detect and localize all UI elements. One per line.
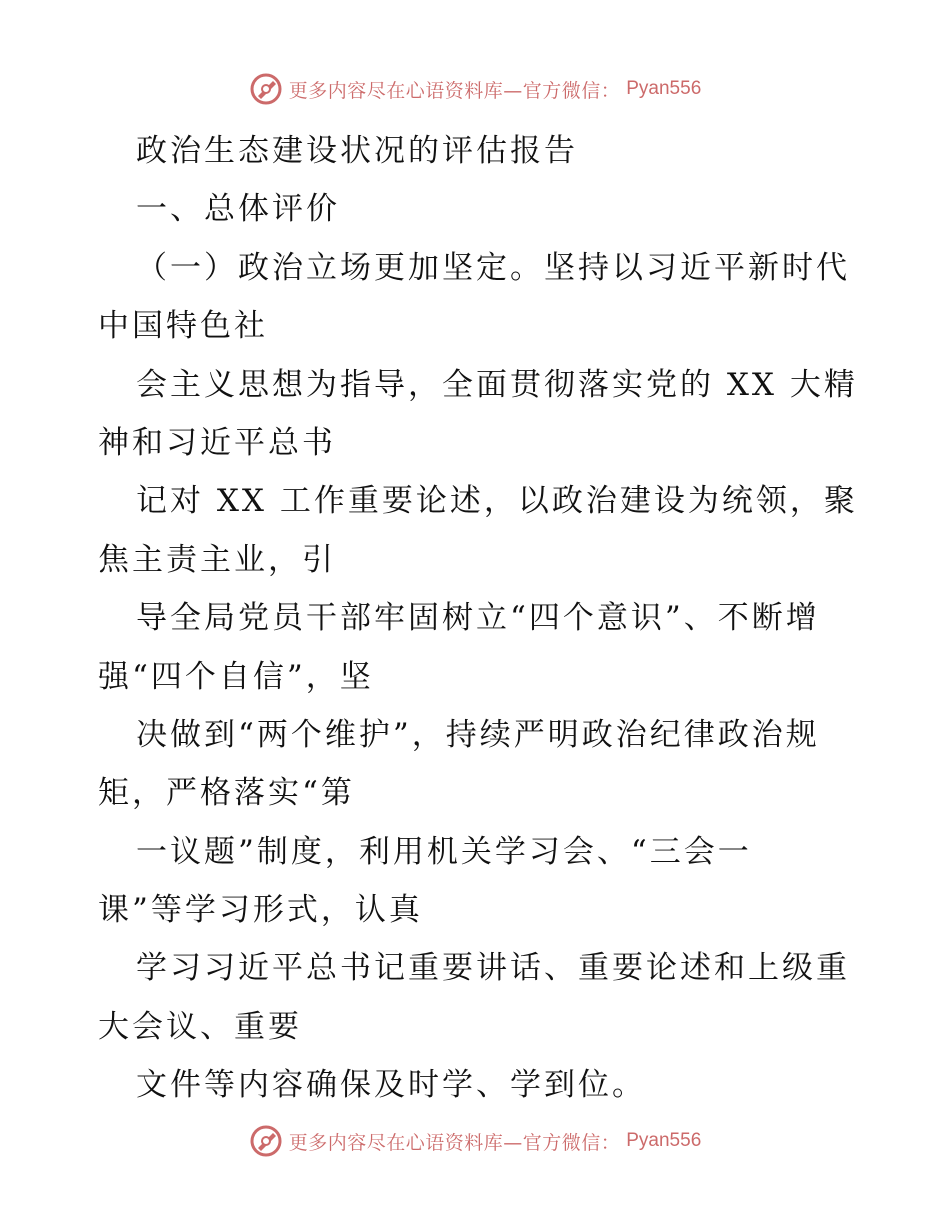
text-line: 课”等学习形式，认真 xyxy=(98,892,423,929)
document-title: 政治生态建设状况的评估报告 xyxy=(136,133,578,169)
text-line: 焦主责主业，引 xyxy=(98,541,336,578)
seal-logo-icon xyxy=(249,1124,283,1158)
text-line: 会主义思想为指导，全面贯彻落实党的 XX 大精 xyxy=(136,366,858,403)
text-line: 强“四个自信”，坚 xyxy=(98,658,374,695)
text-line: 大会议、重要 xyxy=(98,1008,302,1045)
text-line: 中国特色社 xyxy=(98,308,268,345)
text-line: 一议题”制度，利用机关学习会、“三会一 xyxy=(136,833,752,870)
text-line: 决做到“两个维护”，持续严明政治纪律政治规 xyxy=(136,716,820,753)
document-body xyxy=(98,122,858,1115)
text-line: 神和习近平总书 xyxy=(98,424,336,461)
text-line: 导全局党员干部牢固树立“四个意识”、不断增 xyxy=(136,600,820,637)
text-line: 记对 XX 工作重要论述，以政治建设为统领，聚 xyxy=(136,483,858,520)
watermark-wechat-id: Pyan556 xyxy=(626,78,702,99)
text-line: 矩，严格落实“第 xyxy=(98,775,355,812)
text-line: 文件等内容确保及时学、学到位。 xyxy=(136,1067,646,1104)
footer-watermark xyxy=(0,1124,950,1158)
text-line: 一、总体评价 xyxy=(136,191,340,228)
watermark-text: 更多内容尽在心语资料库—官方微信： xyxy=(288,79,621,102)
seal-logo-icon xyxy=(249,72,283,106)
text-line: （一）政治立场更加坚定。坚持以习近平新时代 xyxy=(136,249,850,286)
watermark-wechat-id: Pyan556 xyxy=(626,1130,702,1151)
text-line: 学习习近平总书记重要讲话、重要论述和上级重 xyxy=(136,950,850,987)
header-watermark xyxy=(0,72,950,106)
watermark-text: 更多内容尽在心语资料库—官方微信： xyxy=(288,1131,621,1154)
